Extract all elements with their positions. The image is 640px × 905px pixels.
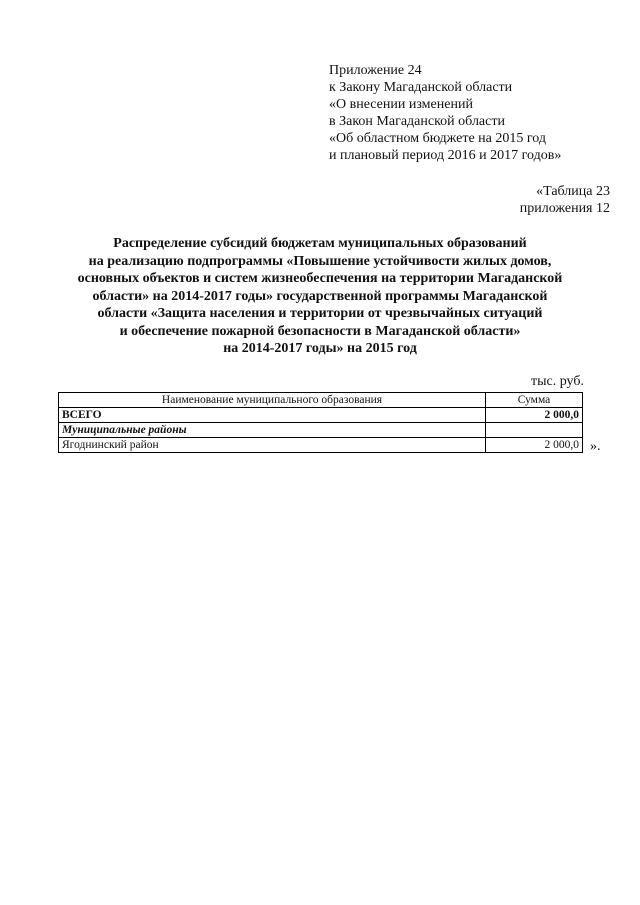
row-amount (486, 423, 583, 438)
table-row (59, 408, 583, 423)
appendix-line: Приложение 24 (329, 63, 422, 78)
closing-quote: ». (590, 439, 601, 454)
header-amount: Сумма (486, 393, 583, 408)
table-ref-line2: приложения 12 (519, 201, 610, 216)
row-name: Ягоднинский район (59, 438, 486, 453)
table-ref-line1: «Таблица 23 (536, 184, 610, 199)
row-name: Муниципальные районы (59, 423, 486, 438)
table-row (59, 438, 583, 453)
appendix-header (329, 62, 561, 164)
appendix-line: «Об областном бюджете на 2015 год (329, 131, 546, 146)
table-row (59, 423, 583, 438)
title-line: области «Защита населения и территории от чрезвычайных ситуаций (97, 306, 543, 321)
units-label: тыс. руб. (531, 374, 584, 389)
row-amount: 2 000,0 (486, 438, 583, 453)
appendix-line: «О внесении изменений (329, 97, 473, 112)
row-amount: 2 000,0 (486, 408, 583, 423)
title-line: области» на 2014-2017 годы» государственной программы Магаданской (92, 288, 548, 304)
header-name: Наименование муниципального образования (59, 393, 486, 408)
row-name: ВСЕГО (59, 408, 486, 423)
title-line: на 2014-2017 годы» на 2015 год (223, 341, 417, 356)
appendix-line: и плановый период 2016 и 2017 годов» (329, 148, 562, 163)
table-reference (520, 183, 610, 217)
title-line: и обеспечение пожарной безопасности в Магаданской области» (119, 323, 521, 339)
appendix-line: в Закон Магаданской области (329, 114, 505, 129)
document-title (40, 235, 600, 358)
title-line: Распределение субсидий бюджетам муниципальных образований (113, 236, 527, 251)
appendix-line: к Закону Магаданской области (329, 80, 513, 95)
table-header-row (59, 393, 583, 408)
subsidy-table (58, 392, 583, 453)
title-line: на реализацию подпрограммы «Повышение устойчивости жилых домов, (88, 253, 552, 269)
title-line: основных объектов и систем жизнеобеспечения на территории Магаданской (77, 271, 563, 286)
